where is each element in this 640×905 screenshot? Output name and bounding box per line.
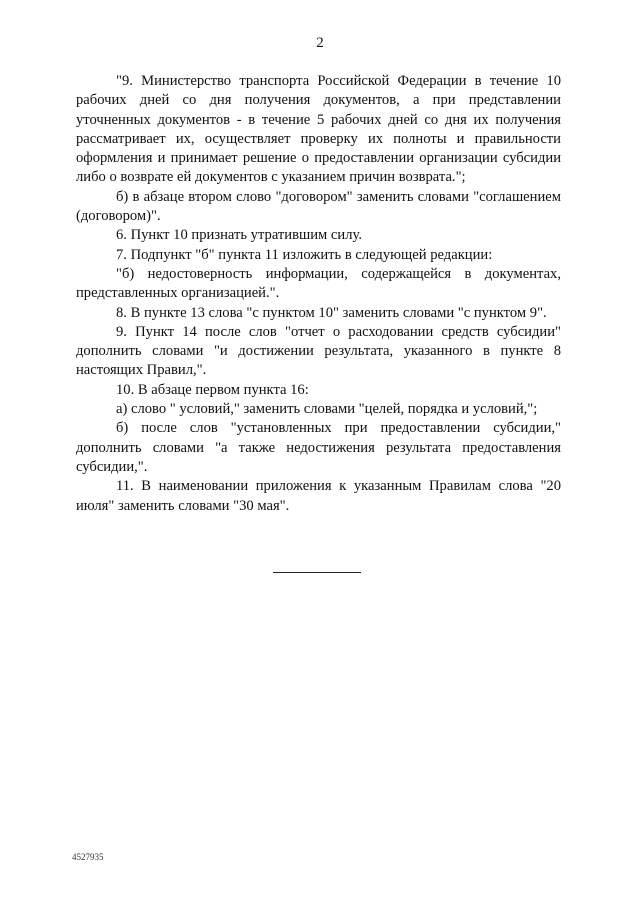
paragraph-6: 6. Пункт 10 признать утратившим силу.	[116, 227, 362, 244]
document-code: 4527935	[72, 852, 104, 862]
paragraph-10-a: а) слово " условий," заменить словами "целей, порядка и условий,";	[116, 401, 538, 418]
paragraph-b-agreement: б) в абзаце втором слово "договором" заменить словами "соглашением (договором)".	[76, 188, 561, 225]
paragraph-10: 10. В абзаце первом пункта 16:	[116, 381, 309, 398]
paragraph-8: 8. В пункте 13 слова "с пунктом 10" заменить словами "с пунктом 9".	[116, 304, 547, 321]
page-number: 2	[316, 35, 324, 51]
paragraph-7: 7. Подпункт "б" пункта 11 изложить в следующей редакции:	[116, 246, 493, 263]
paragraph-11: 11. В наименовании приложения к указанным Правилам слова "20 июля" заменить словами "30 мая".	[76, 478, 561, 514]
paragraph-7-b-text: "б) недостоверность информации, содержащейся в документах, представленных организацией.".	[76, 265, 561, 302]
document-body	[76, 72, 561, 516]
paragraph-9-ministry: "9. Министерство транспорта Российской Федерации в течение 10 рабочих дней со дня получения документов, а при представлении уточненных документов - в течение 5 рабочих дней со дня их получения рассматривает их, осуществляет проверку их полноты и правильности оформления и принимает решение о предоставлении организации субсидии либо о возврате ей документов с указанием причин возврата.";	[76, 73, 561, 186]
paragraph-10-b: б) после слов "установленных при предоставлении субсидии," дополнить словами "а также недостижения результата предоставления субсидии,".	[76, 420, 561, 475]
end-separator-line	[273, 572, 361, 573]
paragraph-9-report: 9. Пункт 14 после слов "отчет о расходовании средств субсидии" дополнить словами "и достижении результата, указанного в пункте 8 настоящих Правил,".	[76, 323, 561, 379]
